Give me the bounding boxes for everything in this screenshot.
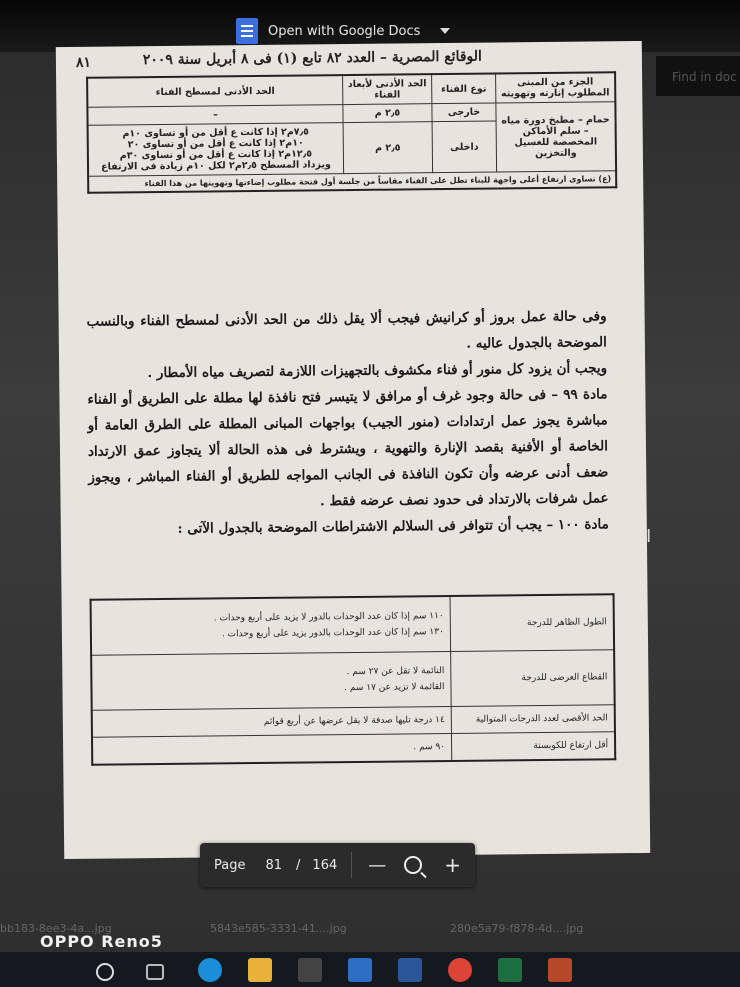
cell-line: ١٣٠ سم إذا كان عدد الوحدات بالدور يزيد على أربع وحدات . bbox=[221, 627, 444, 640]
area-line: ١٢٫٥م٢ إذا كانت ع أقل من أو تساوى ٣٠م bbox=[119, 148, 313, 162]
area-line: ويزداد المسطح ٢٫٥م٢ لكل ١٠م زيادة فى الارتفاع bbox=[101, 159, 331, 173]
stairs-table bbox=[90, 593, 617, 765]
body-text bbox=[87, 303, 609, 542]
table-row bbox=[91, 650, 615, 710]
gazette-title: الوقائع المصرية – العدد ٨٢ تابع (١) فى ٨ أبريل سنة ٢٠٠٩ bbox=[142, 48, 482, 69]
cell-line: النائمة لا تقل عن ٢٧ سم . bbox=[346, 666, 445, 678]
table-cell bbox=[88, 123, 344, 177]
paragraph: ويجب أن يزود كل منور أو فناء مكشوف بالتجهيزات اللازمة لتصريف مياه الأمطار . bbox=[147, 360, 608, 382]
table-cell: حمام – مطبخ دورة مياه – سلم الأماكن المخصصة للغسيل والتخزين bbox=[496, 102, 616, 172]
row-label: أقل ارتفاع للكوبستة bbox=[451, 732, 615, 761]
courtyard-table bbox=[86, 71, 617, 194]
row-label: القطاع العرضى للدرجة bbox=[451, 650, 615, 707]
table-header: الجزء من المبنى المطلوب إنارته وتهويته bbox=[496, 72, 616, 103]
chevron-down-icon[interactable] bbox=[440, 28, 450, 34]
cell-line: ١١٠ سم إذا كان عدد الوحدات بالدور لا يزيد على أربع وحدات . bbox=[213, 611, 444, 624]
document-page bbox=[56, 41, 650, 859]
zoom-in-button[interactable]: + bbox=[444, 853, 462, 877]
task-view-icon[interactable] bbox=[146, 964, 164, 980]
table-cell: ٢٫٥ م bbox=[343, 104, 432, 123]
table-row bbox=[92, 732, 615, 765]
row-label: الحد الأقصى لعدد الدرجات المتوالية bbox=[451, 705, 615, 734]
page-separator: / bbox=[296, 857, 301, 873]
zoom-out-button[interactable]: — bbox=[368, 854, 387, 876]
taskbar bbox=[0, 952, 740, 987]
paragraph: مادة ١٠٠ – يجب أن تتوافر فى السلالم الاشتراطات الموضحة بالجدول الآتى : bbox=[177, 516, 609, 537]
area-line: ٧٫٥م٢ إذا كانت ع أقل من أو تساوى ١٠م bbox=[122, 126, 309, 140]
table-cell bbox=[91, 651, 451, 710]
page-label: Page bbox=[214, 857, 246, 873]
text-cursor-icon: I bbox=[646, 526, 652, 547]
paragraph: وفى حالة عمل بروز أو كرانيش فيجب ألا يقل ذلك من الحد الأدنى لمسطح الفناء وبالنسب الموضحة بالجدول عاليه . bbox=[86, 308, 607, 352]
download-item[interactable]: 5843e585-3331-41....jpg bbox=[210, 922, 347, 935]
table-cell: ٩٠ سم . bbox=[92, 733, 452, 764]
table-header: الحد الأدنى لأبعاد الفناء bbox=[343, 74, 432, 104]
start-search-icon[interactable] bbox=[96, 963, 114, 981]
side-panel[interactable]: Find in doc bbox=[656, 56, 740, 96]
table-cell: ١٤ درجة تليها صدفة لا يقل عرضها عن أربع قوائم bbox=[92, 706, 452, 737]
table-header: نوع الفناء bbox=[432, 73, 496, 103]
powerpoint-icon[interactable] bbox=[548, 958, 572, 982]
row-label: الطول الظاهر للدرجة bbox=[450, 594, 614, 651]
edge-icon[interactable] bbox=[198, 958, 222, 982]
mail-icon[interactable] bbox=[348, 958, 372, 982]
excel-icon[interactable] bbox=[498, 958, 522, 982]
store-icon[interactable] bbox=[298, 958, 322, 982]
open-with-label: Open with Google Docs bbox=[268, 23, 421, 39]
table-cell: داخلى bbox=[432, 121, 497, 173]
google-docs-icon bbox=[236, 18, 258, 44]
download-item[interactable]: 280e5a79-f878-4d....jpg bbox=[450, 922, 584, 935]
page-navigator bbox=[200, 843, 475, 887]
camera-watermark: OPPO Reno5 bbox=[40, 932, 163, 951]
download-item[interactable]: bb183-8ee3-4a...jpg bbox=[0, 922, 112, 935]
zoom-icon[interactable] bbox=[404, 856, 422, 874]
word-icon[interactable] bbox=[398, 958, 422, 982]
table-cell: – bbox=[87, 105, 343, 126]
page-header bbox=[76, 47, 612, 75]
page-total: 164 bbox=[312, 857, 338, 873]
table-row bbox=[91, 594, 615, 655]
page-number-input[interactable]: 81 bbox=[265, 857, 283, 873]
cell-line: القائمة لا تزيد عن ١٧ سم . bbox=[344, 682, 445, 694]
table-cell: خارجى bbox=[432, 103, 496, 122]
chrome-icon[interactable] bbox=[448, 958, 472, 982]
area-line: ١٠م٢ إذا كانت ع أقل من أو تساوى ٢٠ bbox=[127, 137, 304, 151]
table-cell: ٢٫٥ م bbox=[343, 122, 433, 174]
open-with-google-docs-button[interactable] bbox=[236, 18, 450, 44]
divider bbox=[351, 852, 352, 878]
table-note: (ع) تساوى ارتفاع أعلى واجهة للبناء تطل على الفناء مقاساً من جلسة أول فتحة مطلوب إضاءتها وتهويتها من هذا الفناء bbox=[88, 171, 616, 193]
file-explorer-icon[interactable] bbox=[248, 958, 272, 982]
page-number: ٨١ bbox=[75, 54, 92, 71]
table-header: الحد الأدنى لمسطح الفناء bbox=[87, 75, 343, 107]
paragraph: مادة ٩٩ – فى حالة وجود غرف أو مرافق لا يتيسر فتح نافذة لها مطلة على الطريق أو الفناء مباشرة يجوز عمل ارتدادات (منور الجيب) بواجهات المبانى المطلة على الطرق العامة أو الخاصة أو الأفنية بقصد الإنارة والتهوية ، ويشترط فى هذه الحالة ألا يتجاوز عمق الارتداد ضعف أدنى عرضه وأن تكون النافذة فى الجانب المواجه للطريق أو الفناء المباشر ، ويجوز عمل شرفات بالارتداد فى حدود نصف عرضه فقط . bbox=[87, 386, 609, 510]
table-cell bbox=[91, 596, 451, 655]
